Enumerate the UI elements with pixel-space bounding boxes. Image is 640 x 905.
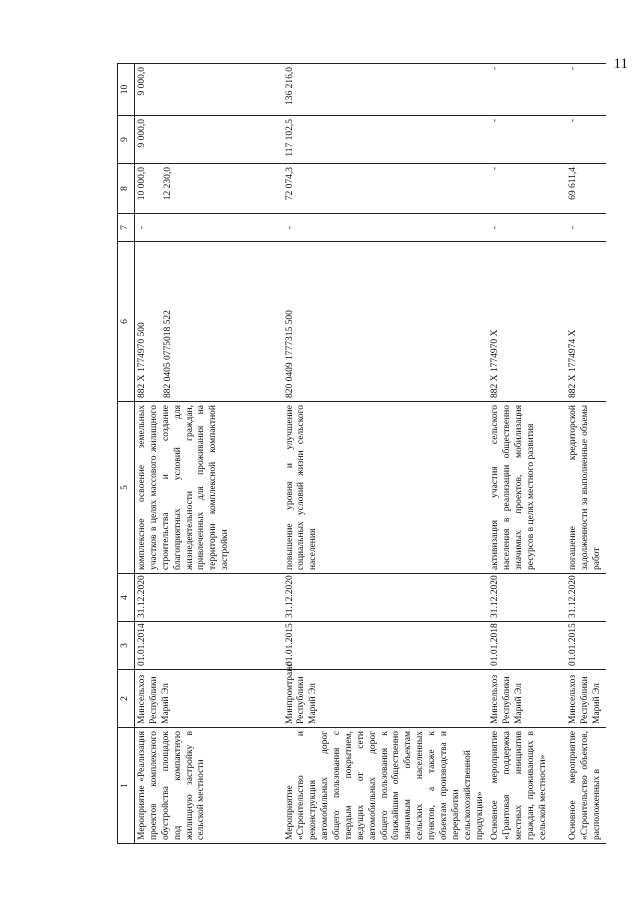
value-col-8: 72 074,3 <box>284 167 295 201</box>
col-header-2: 2 <box>118 670 135 728</box>
executor: Минпромтранс Республики Марий Эл <box>283 670 489 728</box>
value-col-7: - <box>135 214 283 242</box>
value-col-10: - <box>566 64 606 116</box>
value-col-7: - <box>566 214 606 242</box>
measure-name: Мероприятие «Реализация проектов комплексного обустройства площадок под компактную жилищную застройку в сельской местности <box>135 728 283 844</box>
rotated-table-container <box>117 64 633 844</box>
page-number: 11 <box>613 56 628 72</box>
value-col-7: - <box>283 214 489 242</box>
col-header-8: 8 <box>118 164 135 214</box>
expected-result: повышение уровня и улучшение социальных условий жизни сельского населения <box>283 402 489 574</box>
value-col-9: - <box>488 116 566 164</box>
value-col-10: 9 000,0 <box>135 64 283 116</box>
rotated-table-frame <box>117 64 633 844</box>
expected-result: погашение кредиторской задолженности за выполненные объемы работ <box>566 402 606 574</box>
table-row <box>488 64 566 844</box>
end-date: 31.12.2020 <box>135 574 283 622</box>
col-header-7: 7 <box>118 214 135 242</box>
measure-name: Основное мероприятие «Грантовая поддержка местных инициатив граждан, проживающих в сельской местности» <box>488 728 566 844</box>
start-date: 01.01.2018 <box>488 622 566 670</box>
table-row <box>135 64 283 844</box>
measure-name: Основное мероприятие «Строительство объектов, расположенных в <box>566 728 606 844</box>
expected-result: активизация участия сельского населения в реализации общественно значимых проектов, мобилизация ресурсов в целях местного развития <box>488 402 566 574</box>
table-row <box>283 64 489 844</box>
budget-code: 882 0405 0775018 522 <box>162 310 173 398</box>
executor: Минсельхоз Республики Марий Эл <box>135 670 283 728</box>
program-measures-table <box>117 63 606 844</box>
value-col-8: 10 000,0 <box>137 167 147 201</box>
value-col-8: - <box>490 167 501 171</box>
budget-code-cell <box>566 242 606 402</box>
start-date: 01.01.2015 <box>566 622 606 670</box>
end-date: 31.12.2020 <box>566 574 606 622</box>
value-col-10: - <box>488 64 566 116</box>
measure-name: Мероприятие «Строительство и реконструкция автомобильных дорог общего пользования с твердым покрытием, ведущих от сети автомобильных дорог общего пользования к ближайшим общественно значимым объектам сельских населенных пунктов, а также к объектам производства и переработки сельскохозяйственной продукции» <box>283 728 489 844</box>
value-col-7: - <box>488 214 566 242</box>
value-col-8: 69 611,4 <box>568 167 579 200</box>
value-col-8-cell <box>283 164 489 214</box>
executor: Минсельхоз Республики Марий Эл <box>566 670 606 728</box>
budget-code-cell <box>135 242 283 402</box>
value-col-8-cell <box>488 164 566 214</box>
column-number-row <box>118 64 135 844</box>
value-col-8-cell <box>135 164 283 214</box>
col-header-1: 1 <box>118 728 135 844</box>
value-col-8: 12 230,0 <box>162 167 173 201</box>
start-date: 01.01.2015 <box>283 622 489 670</box>
start-date: 01.01.2014 <box>135 622 283 670</box>
value-col-9: 9 000,0 <box>135 116 283 164</box>
col-header-10: 10 <box>118 64 135 116</box>
budget-code-cell <box>488 242 566 402</box>
end-date: 31.12.2020 <box>283 574 489 622</box>
budget-code: 882 X 1774970 500 <box>137 322 147 398</box>
end-date: 31.12.2020 <box>488 574 566 622</box>
budget-code: 820 0409 1777315 500 <box>284 310 295 398</box>
col-header-6: 6 <box>118 242 135 402</box>
table-row <box>566 64 606 844</box>
value-col-9: - <box>566 116 606 164</box>
col-header-3: 3 <box>118 622 135 670</box>
col-header-9: 9 <box>118 116 135 164</box>
value-col-8-cell <box>566 164 606 214</box>
value-col-9: 117 102,5 <box>283 116 489 164</box>
budget-code: 882 X 1774970 X <box>490 329 501 398</box>
col-header-5: 5 <box>118 402 135 574</box>
expected-result: комплексное освоение земельных участков в целях массового жилищного строительства и создание благоприятных условий для жизнедеятельности граждан, привлеченных для проживания на территории комплексной компактной застройки <box>135 402 283 574</box>
value-col-10: 136 216,0 <box>283 64 489 116</box>
budget-code: 882 X 1774974 X <box>568 329 579 398</box>
col-header-4: 4 <box>118 574 135 622</box>
executor: Минсельхоз Республики Марий Эл <box>488 670 566 728</box>
budget-code-cell <box>283 242 489 402</box>
